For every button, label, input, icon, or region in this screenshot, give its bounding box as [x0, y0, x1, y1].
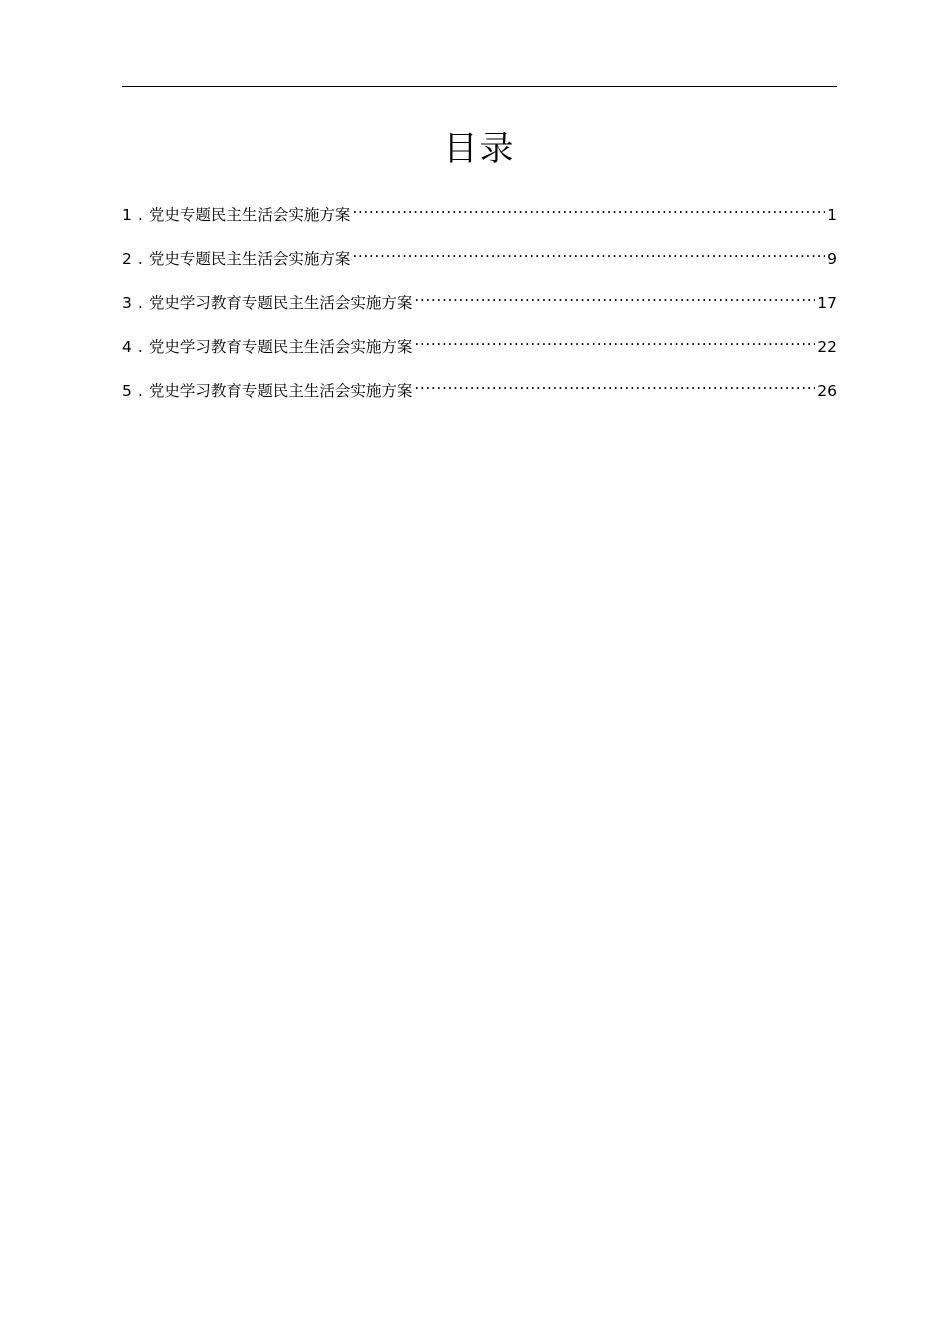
toc-entry-title: 党史专题民主生活会实施方案 — [148, 250, 351, 268]
toc-entry-separator: . — [137, 338, 143, 356]
header-rule — [122, 86, 837, 87]
toc-dot-leader — [414, 372, 815, 396]
toc-dot-leader — [414, 284, 815, 308]
toc-entry-title: 党史学习教育专题民主生活会实施方案 — [148, 382, 413, 400]
toc-entry[interactable] — [122, 196, 837, 240]
toc-entry-number: 3 — [122, 294, 132, 312]
toc-entry-separator: . — [137, 382, 143, 400]
toc-entry-number: 1 — [122, 206, 132, 224]
toc-entry[interactable] — [122, 328, 837, 372]
toc-title: 目录 — [443, 129, 516, 169]
toc-entry[interactable] — [122, 372, 837, 416]
toc-dot-leader — [414, 328, 815, 352]
toc-entry[interactable] — [122, 284, 837, 328]
toc-entry-number: 2 — [122, 250, 132, 268]
toc-dot-leader — [352, 240, 825, 264]
toc-entry-separator: . — [137, 206, 143, 224]
toc-entry-title: 党史学习教育专题民主生活会实施方案 — [148, 294, 413, 312]
toc-entry-page: 22 — [817, 338, 837, 356]
toc-entry-separator: . — [137, 294, 143, 312]
toc-entry-number: 5 — [122, 382, 132, 400]
toc-entry-page: 26 — [817, 382, 837, 400]
toc-entry-page: 9 — [827, 250, 837, 268]
toc-entry-page: 17 — [817, 294, 837, 312]
toc-dot-leader — [352, 196, 825, 220]
toc-entry[interactable] — [122, 240, 837, 284]
toc-entry-title: 党史学习教育专题民主生活会实施方案 — [148, 338, 413, 356]
toc-entry-page: 1 — [827, 206, 837, 224]
toc-entry-number: 4 — [122, 338, 132, 356]
table-of-contents — [122, 196, 837, 416]
toc-entry-title: 党史专题民主生活会实施方案 — [148, 206, 351, 224]
toc-entry-separator: . — [137, 250, 143, 268]
